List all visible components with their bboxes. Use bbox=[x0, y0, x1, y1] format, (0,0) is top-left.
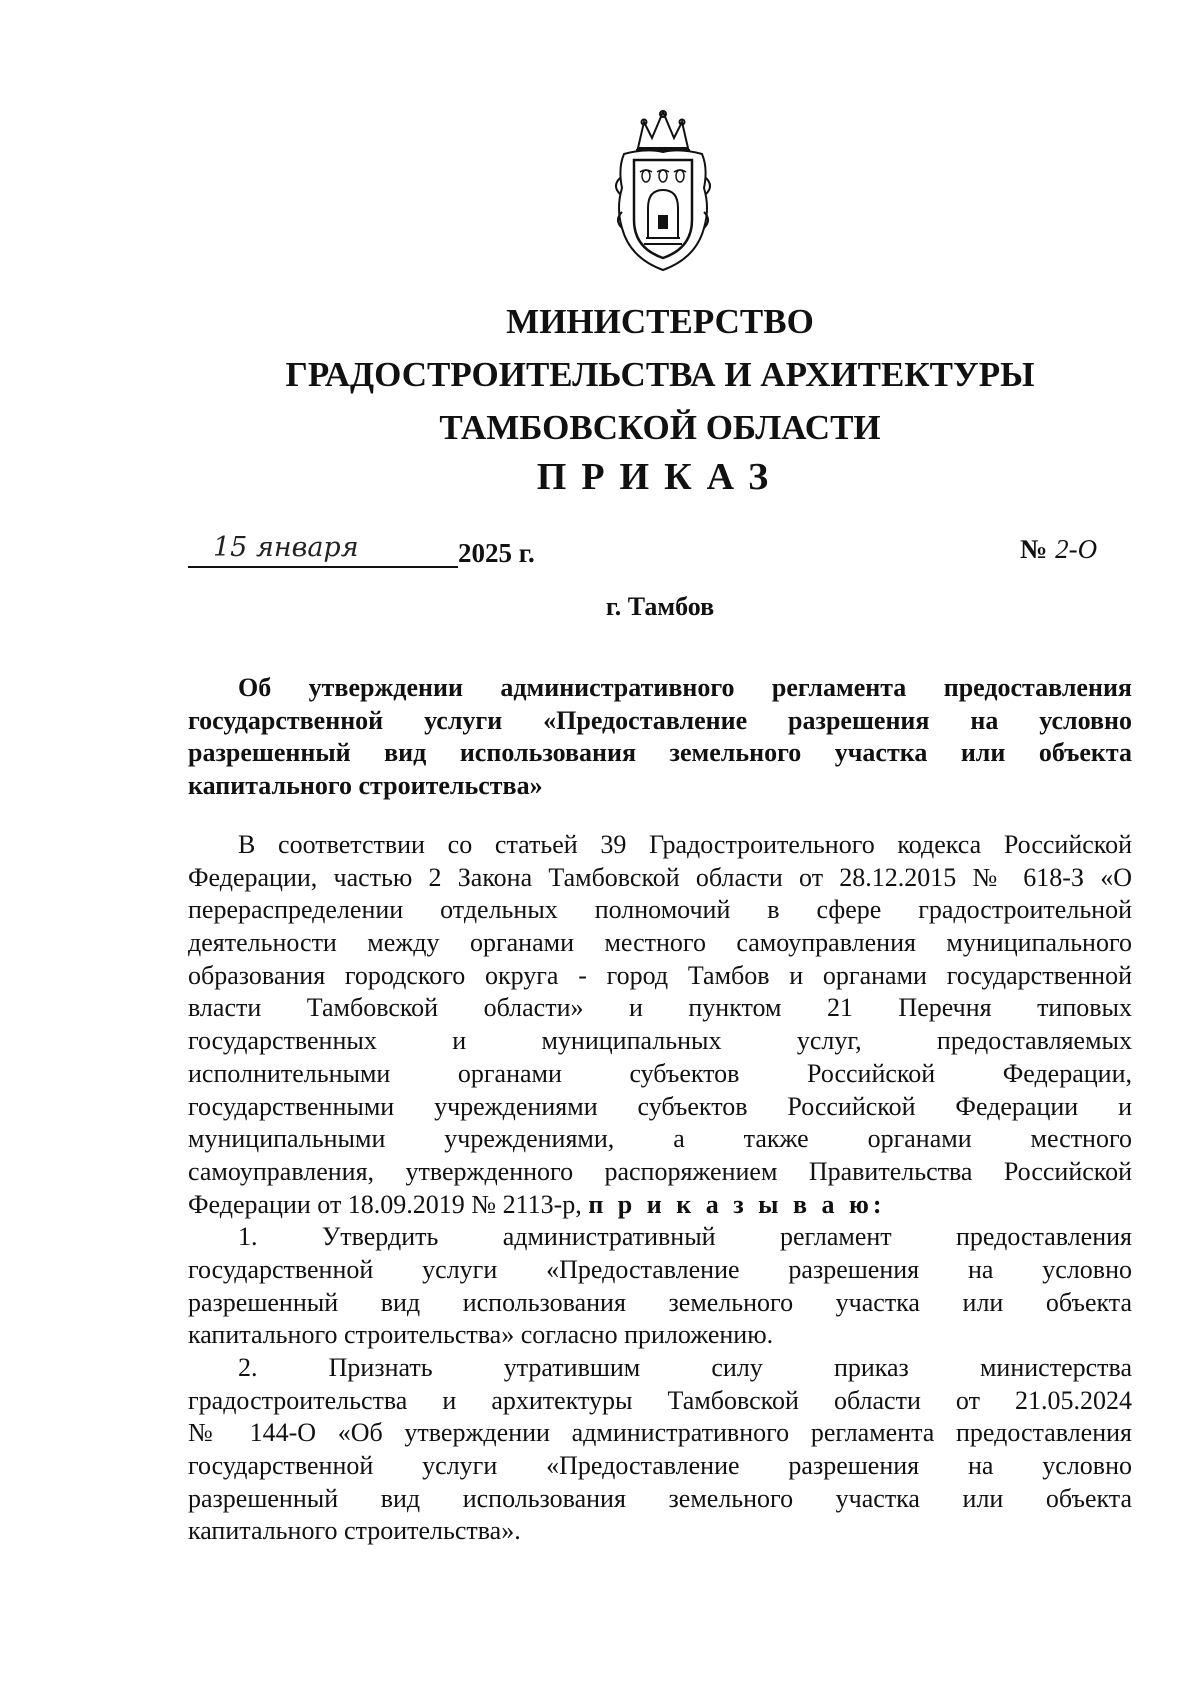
handwritten-number: 2-О bbox=[1055, 534, 1098, 564]
body-line: деятельности между органами местного самоуправления муниципального bbox=[188, 928, 1132, 958]
item-2-line: № 144-О «Об утверждении административного регламента предоставления bbox=[188, 1418, 1132, 1448]
document-type-heading: ПРИКАЗ bbox=[536, 456, 784, 498]
document-number bbox=[1020, 534, 1097, 565]
ministry-line-2: ГРАДОСТРОИТЕЛЬСТВА И АРХИТЕКТУРЫ bbox=[285, 355, 1035, 394]
order-word: п р и к а з ы в а ю: bbox=[588, 1189, 886, 1219]
item-2-line: градостроительства и архитектуры Тамбовской области от 21.05.2024 bbox=[188, 1385, 1132, 1415]
body-line: самоуправления, утвержденного распоряжением Правительства Российской bbox=[188, 1156, 1132, 1186]
item-1-line: разрешенный вид использования земельного участка или объекта bbox=[188, 1287, 1132, 1317]
document-year: 2025 г. bbox=[458, 538, 535, 568]
tambov-coat-of-arms-icon bbox=[610, 108, 716, 274]
item-2-line: государственной услуги «Предоставление разрешения на условно bbox=[188, 1451, 1132, 1481]
body-line: государственных и муниципальных услуг, предоставляемых bbox=[188, 1026, 1132, 1056]
date-underline bbox=[188, 566, 458, 568]
subject-line: государственной услуги «Предоставление разрешения на условно bbox=[188, 705, 1132, 735]
body-line: Федерации от 18.09.2019 № 2113-р, bbox=[188, 1189, 582, 1219]
body-line: Федерации, частью 2 Закона Тамбовской области от 28.12.2015 № 618-З «О bbox=[188, 862, 1132, 892]
number-sign: № bbox=[1020, 534, 1048, 564]
body-line: муниципальными учреждениями, а также органами местного bbox=[188, 1124, 1132, 1154]
ministry-title bbox=[180, 295, 1140, 454]
item-1-line: государственной услуги «Предоставление разрешения на условно bbox=[188, 1254, 1132, 1284]
item-2-line: разрешенный вид использования земельного участка или объекта bbox=[188, 1483, 1132, 1513]
item-2-line: 2. Признать утратившим силу приказ министерства bbox=[238, 1353, 1132, 1382]
ministry-line-3: ТАМБОВСКОЙ ОБЛАСТИ bbox=[439, 408, 881, 447]
item-2-line: капитального строительства». bbox=[188, 1516, 521, 1546]
body-line: В соответствии со статьей 39 Градостроительного кодекса Российской bbox=[238, 830, 1132, 859]
item-1-line: капитального строительства» согласно приложению. bbox=[188, 1320, 774, 1350]
body-line: перераспределении отдельных полномочий в сфере градостроительной bbox=[188, 895, 1132, 925]
document-body bbox=[188, 829, 1132, 1548]
subject-line: разрешенный вид использования земельного участка или объекта bbox=[188, 738, 1132, 768]
subject-line: Об утверждении административного регламента предоставления bbox=[238, 673, 1132, 702]
ministry-line-1: МИНИСТЕРСТВО bbox=[506, 302, 814, 341]
subject-line: капитального строительства» bbox=[188, 771, 543, 801]
body-line: образования городского округа - город Тамбов и органами государственной bbox=[188, 960, 1132, 990]
handwritten-date: 15 января bbox=[213, 532, 359, 563]
item-1-line: 1. Утвердить административный регламент предоставления bbox=[238, 1222, 1132, 1252]
body-line: власти Тамбовской области» и пунктом 21 Перечня типовых bbox=[188, 993, 1132, 1023]
document-city: г. Тамбов bbox=[605, 592, 715, 621]
body-line: исполнительными органами субъектов Российской Федерации, bbox=[188, 1058, 1132, 1088]
body-line: государственными учреждениями субъектов Российской Федерации и bbox=[188, 1091, 1132, 1121]
document-subject bbox=[188, 672, 1132, 803]
document-date bbox=[188, 534, 558, 574]
body-line-order bbox=[188, 1189, 1132, 1222]
